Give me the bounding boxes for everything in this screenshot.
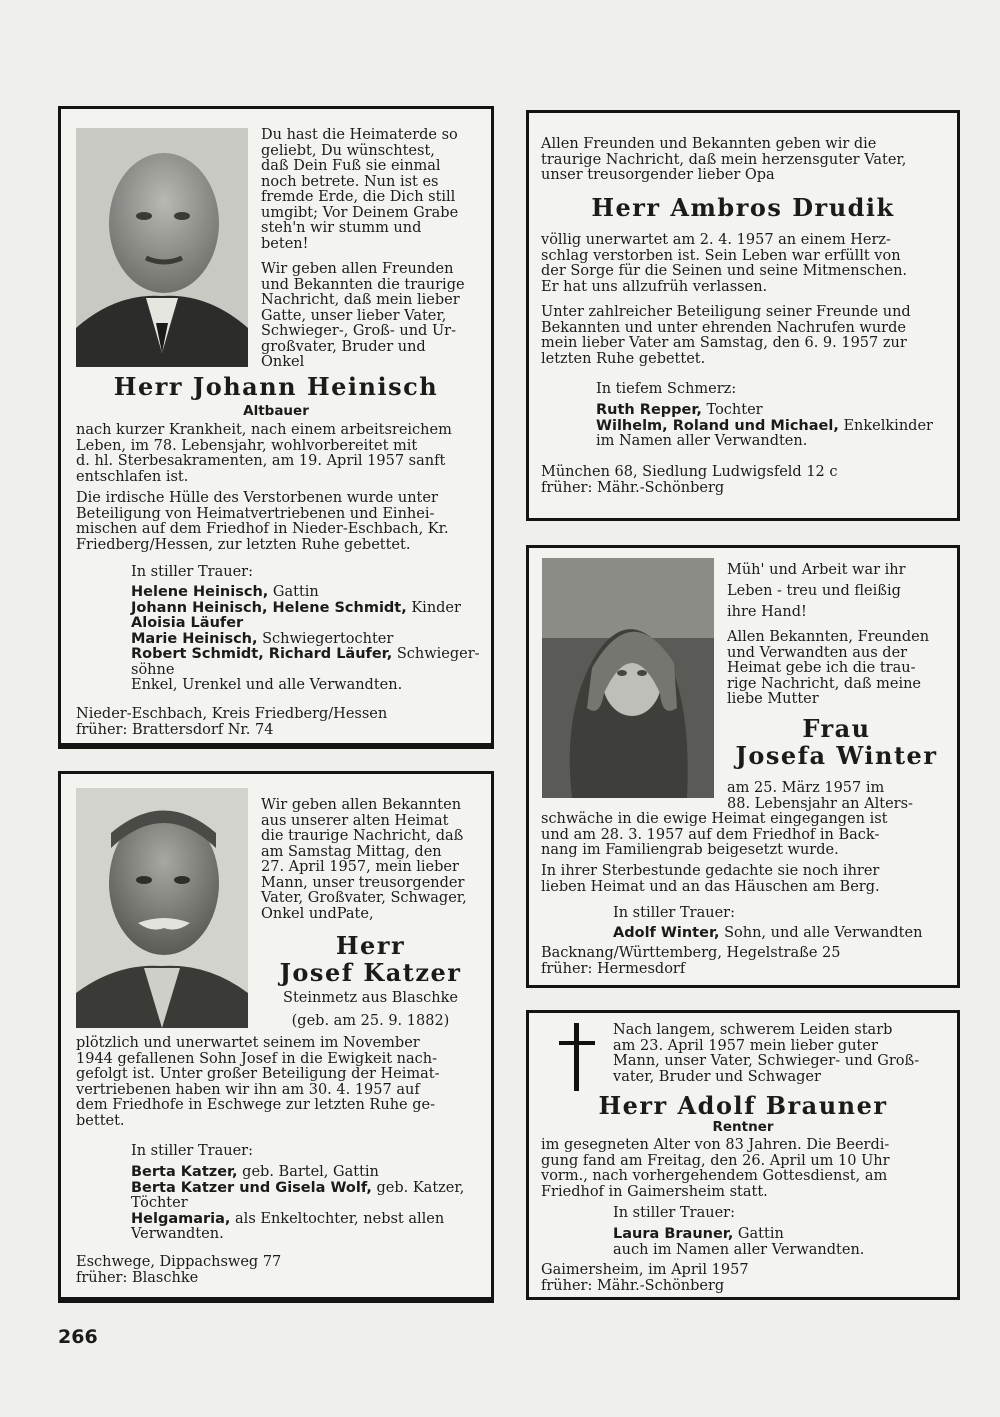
deceased-name-brauner: Herr Adolf Brauner (598, 1091, 888, 1120)
intro-drudik: Allen Freunden und Bekannten geben wir die traurige Nachricht, daß mein herzensguter Vater, unser treusorgender lieber Opa (541, 136, 907, 183)
body2-drudik: Unter zahlreicher Beteiligung seiner Freunde und Bekannten und unter ehrenden Nachrufen wurde mein lieber Vater am Samstag, den 6. 9. 1957 zur letzten Ruhe gebettet. (541, 304, 911, 367)
body1-katzer: plötzlich und unerwartet seinem im November 1944 gefallenen Sohn Josef in die Ewigkeit nach- gefolgt ist. Unter großer Beteiligung der Heimat- vertriebenen haben wir ihn am 30. 4. 1957 auf dem Friedhofe in Eschwege zur letzten Ruhe ge- bettet. (76, 1035, 440, 1129)
portrait-winter (542, 558, 714, 798)
body1-winter: schwäche in die ewige Heimat eingegangen ist und am 28. 3. 1957 auf dem Friedhof in Back- nang im Familiengrab beigesetzt wurde. (541, 811, 888, 858)
body2-winter: In ihrer Sterbestunde gedachte sie noch ihrer lieben Heimat und an das Häuschen am Berg. (541, 863, 880, 895)
obituary-drudik (526, 110, 960, 521)
poem-winter: Müh' und Arbeit war ihr Leben - treu und fleißig ihre Hand! (727, 562, 906, 620)
place-heinisch: Nieder-Eschbach, Kreis Friedberg/Hessen früher: Brattersdorf Nr. 74 (76, 706, 388, 738)
poem-heinisch: Du hast die Heimaterde so geliebt, Du wünschtest, daß Dein Fuß sie einmal noch betrete. Nun ist es fremde Erde, die Dich still umgibt; Vor Deinem Grabe steh'n wir stumm und beten! (261, 127, 459, 252)
portrait-katzer (76, 788, 248, 1028)
body1-heinisch: nach kurzer Krankheit, nach einem arbeitsreichem Leben, im 78. Lebensjahr, wohlvorbereitet mit d. hl. Sterbesakramenten, am 19. April 1957 sanft entschlafen ist. (76, 422, 452, 485)
mourning-heading-katzer: In stiller Trauer: (131, 1143, 253, 1159)
intro-heinisch: Wir geben allen Freunden und Bekannten die traurige Nachricht, daß mein lieber Gatte, unser lieber Vater, Schwieger-, Groß- und Ur- großvater, Bruder und Onkel (261, 261, 465, 370)
body2-heinisch: Die irdische Hülle des Verstorbenen wurde unter Beteiligung von Heimatvertriebenen und Einhei- mischen auf dem Friedhof in Nieder-Eschbach, Kr. Friedberg/Hessen, zur letzten Ruhe gebettet. (76, 490, 449, 553)
mourners-heinisch: Helene Heinisch, Gattin Johann Heinisch, Helene Schmidt, Kinder Aloisia Läufer Marie Heinisch, Schwiegertochter Robert Schmidt, Richard Läufer, Schwieger- söhne Enkel, Urenkel und alle Verwandten. (131, 584, 480, 693)
mourners-winter: Adolf Winter, Sohn, und alle Verwandten (613, 925, 923, 941)
mourning-heading-winter: In stiller Trauer: (613, 905, 735, 921)
occupation-brauner: Rentner (712, 1119, 774, 1135)
obituary-heinisch (58, 106, 494, 749)
place-brauner: Gaimersheim, im April 1957 früher: Mähr.-Schönberg (541, 1262, 749, 1294)
page-number: 266 (58, 1326, 98, 1348)
obituary-brauner (526, 1010, 960, 1300)
place-winter: Backnang/Württemberg, Hegelstraße 25 früher: Hermesdorf (541, 945, 841, 977)
mourners-drudik: Ruth Repper, Tochter Wilhelm, Roland und Michael, Enkelkinder im Namen aller Verwandten. (596, 402, 933, 449)
portrait-heinisch (76, 128, 248, 367)
cross-icon (557, 1023, 597, 1095)
deceased-name-winter: Josefa Winter (735, 741, 938, 770)
place-katzer: Eschwege, Dippachsweg 77 früher: Blaschke (76, 1254, 282, 1286)
mourning-heading-brauner: In stiller Trauer: (613, 1205, 735, 1221)
mourners-brauner: Laura Brauner, Gattin auch im Namen aller Verwandten. (613, 1226, 865, 1258)
intro-katzer: Wir geben allen Bekannten aus unserer alten Heimat die traurige Nachricht, daß am Samstag Mittag, den 27. April 1957, mein lieber Mann, unser treusorgender Vater, Großvater, Schwager, Onkel undPate, (261, 797, 467, 922)
mourning-heading-drudik: In tiefem Schmerz: (596, 381, 737, 397)
deceased-name-heinisch: Herr Johann Heinisch (113, 372, 439, 401)
deceased-name-katzer: Josef Katzer (279, 958, 462, 987)
intro-brauner: Nach langem, schwerem Leiden starb am 23. April 1957 mein lieber guter Mann, unser Vater, Schwieger- und Groß- vater, Bruder und Schwager (613, 1022, 920, 1085)
mourners-katzer: Berta Katzer, geb. Bartel, Gattin Berta Katzer und Gisela Wolf, geb. Katzer, Töchter Helgamaria, als Enkeltochter, nebst allen Verwandten. (131, 1164, 465, 1242)
deceased-title-katzer: Herr (335, 931, 406, 960)
place-drudik: München 68, Siedlung Ludwigsfeld 12 c früher: Mähr.-Schönberg (541, 464, 838, 496)
body-right-winter: am 25. März 1957 im 88. Lebensjahr an Alters- (727, 780, 913, 812)
intro-winter: Allen Bekannten, Freunden und Verwandten aus der Heimat gebe ich die trau- rige Nachricht, daß meine liebe Mutter (727, 629, 930, 707)
deceased-title-winter: Frau (802, 714, 871, 743)
born-katzer: (geb. am 25. 9. 1882) (291, 1013, 450, 1029)
body1-brauner: im gesegneten Alter von 83 Jahren. Die Beerdi- gung fand am Freitag, den 26. April um 10 Uhr vorm., nach vorhergehendem Gottesdienst, am Friedhof in Gaimersheim statt. (541, 1137, 890, 1200)
occupation-heinisch: Altbauer (243, 403, 309, 419)
body1-drudik: völlig unerwartet am 2. 4. 1957 an einem Herz- schlag verstorben ist. Sein Leben war erfüllt von der Sorge für die Seinen und seine Mitmenschen. Er hat uns allzufrüh verlassen. (541, 232, 908, 295)
obituary-winter (526, 545, 960, 988)
obituary-katzer (58, 771, 494, 1303)
mourning-heading-heinisch: In stiller Trauer: (131, 564, 253, 580)
deceased-name-drudik: Herr Ambros Drudik (591, 193, 895, 222)
occupation-katzer: Steinmetz aus Blaschke (283, 990, 458, 1006)
